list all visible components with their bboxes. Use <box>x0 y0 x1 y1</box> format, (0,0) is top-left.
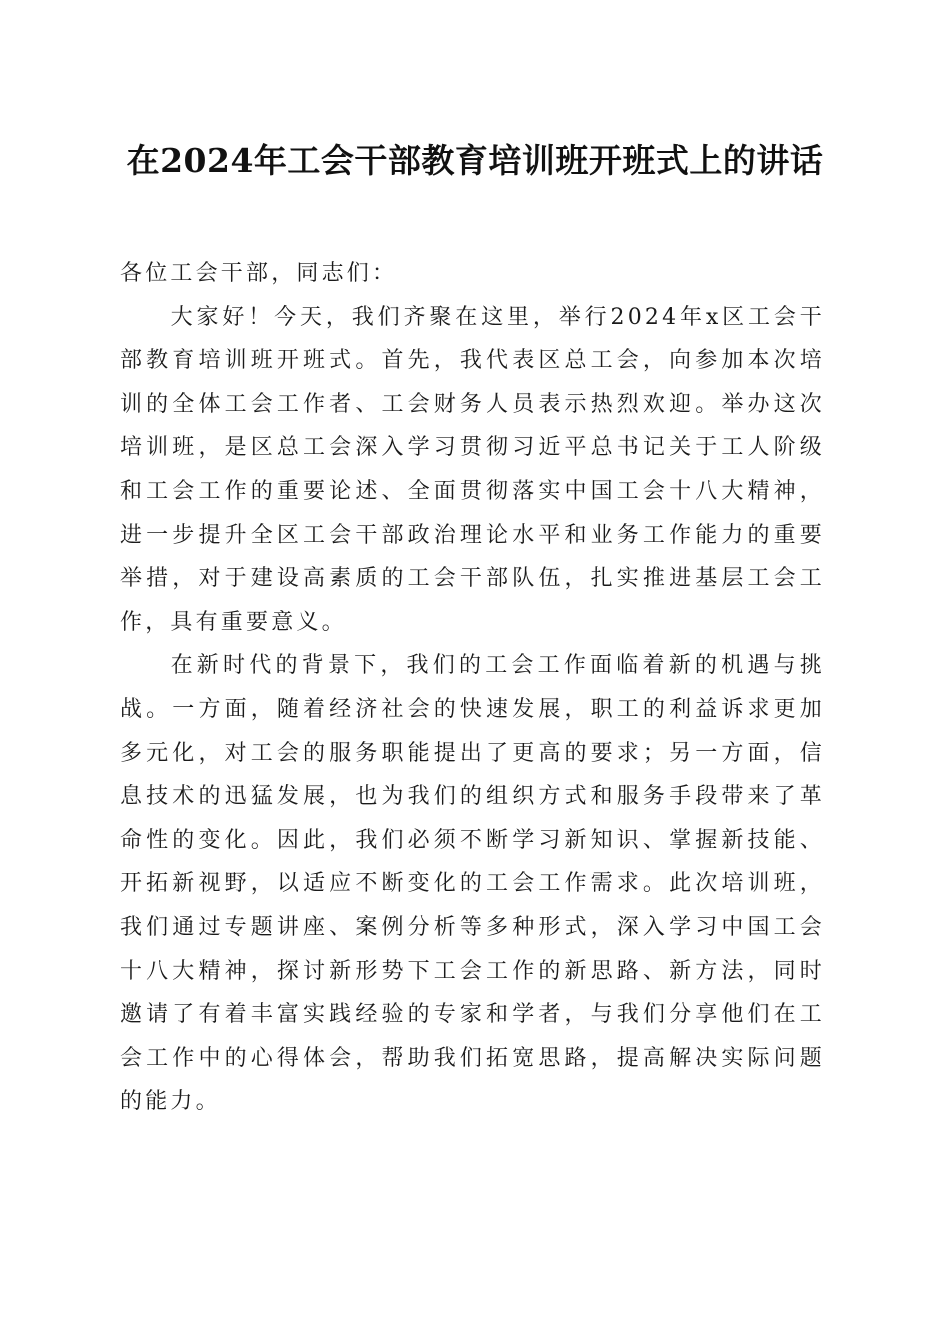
document-body <box>120 252 825 1124</box>
salutation: 各位工会干部，同志们： <box>120 261 398 286</box>
paragraph-2: 在新时代的背景下，我们的工会工作面临着新的机遇与挑战。一方面，随着经济社会的快速发展，职工的利益诉求更加多元化，对工会的服务职能提出了更高的要求；另一方面，信息技术的迅猛发展，也为我们的组织方式和服务手段带来了革命性的变化。因此，我们必须不断学习新知识、掌握新技能、开拓新视野，以适应不断变化的工会工作需求。此次培训班，我们通过专题讲座、案例分析等多种形式，深入学习中国工会十八大精神，探讨新形势下工会工作的新思路、新方法，同时邀请了有着丰富实践经验的专家和学者，与我们分享他们在工会工作中的心得体会，帮助我们拓宽思路，提高解决实际问题的能力。 <box>120 653 825 1115</box>
paragraph-1: 大家好！今天，我们齐聚在这里，举行2024年x区工会干部教育培训班开班式。首先，我代表区总工会，向参加本次培训的全体工会工作者、工会财务人员表示热烈欢迎。举办这次培训班，是区总工会深入学习贯彻习近平总书记关于工人阶级和工会工作的重要论述、全面贯彻落实中国工会十八大精神，进一步提升全区工会干部政治理论水平和业务工作能力的重要举措，对于建设高素质的工会干部队伍，扎实推进基层工会工作，具有重要意义。 <box>120 304 825 635</box>
document-title: 在2024年工会干部教育培训班开班式上的讲话 <box>126 141 824 180</box>
